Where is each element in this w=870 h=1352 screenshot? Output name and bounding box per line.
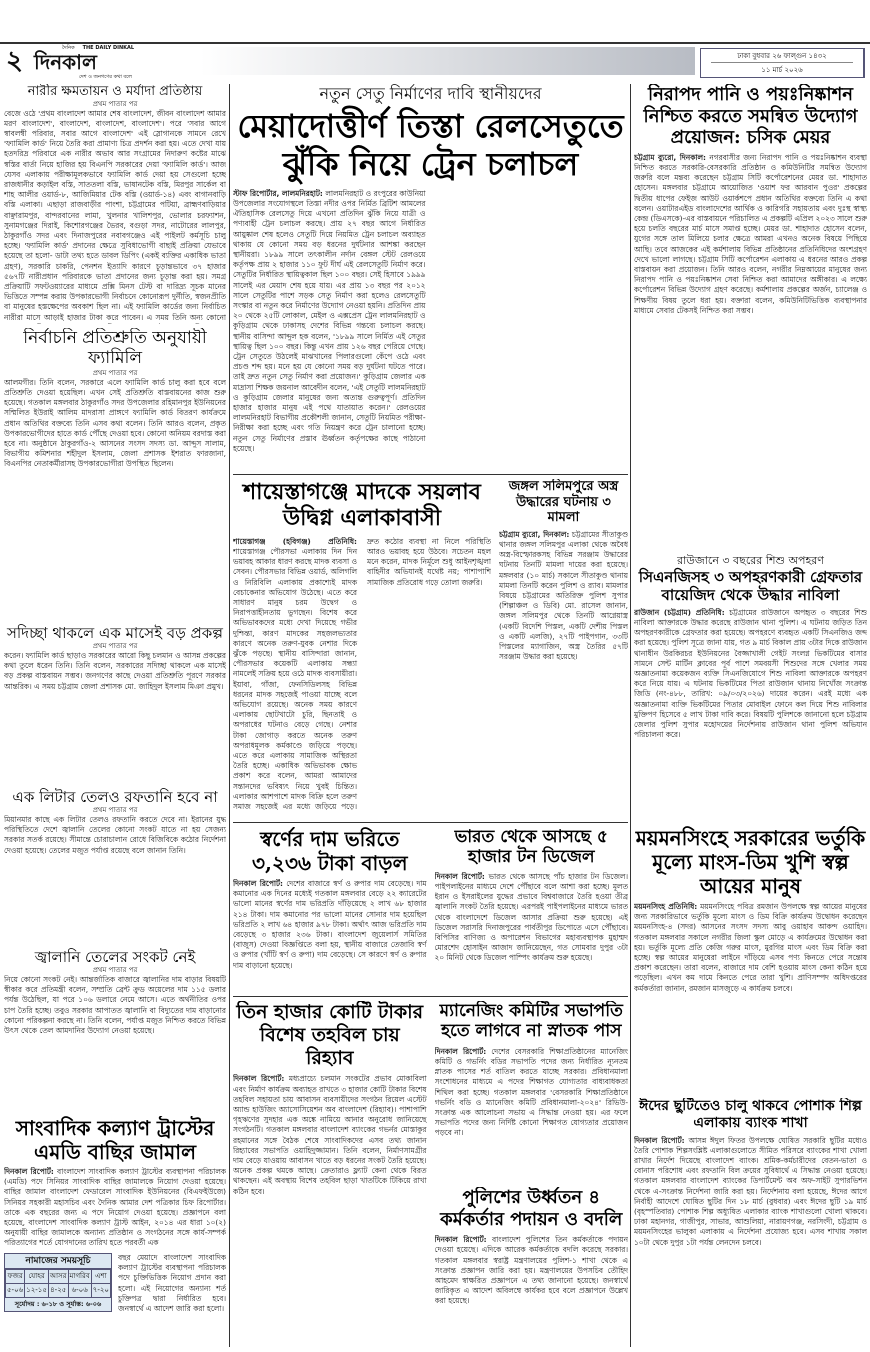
article-big-project[interactable]	[4, 624, 226, 788]
article-body: লালমনিরহাট ও রংপুরের কাউনিয়া উপজেলার সংযোগস্থলে তিস্তা নদীর ওপর নির্মিত ব্রিটিশ আমলের ঐতিহাসিক রেলসেতু দিয়ে এখনো প্রতিদিন ঝুঁকি নিয়ে যাত্রী ও পণ্যবাহী ট্রেন চলাচল করছে। প্রায় ২৭ বছর আগে নির্ধারিত আয়ুষ্কাল শেষ হলেও সেতুটি দিয়ে নিয়মিত ট্রেন চলাচল অব্যাহত থাকায় যে কোনো সময় বড় ধরনের দুর্ঘটনার আশঙ্কা করছেন স্থানীয়রা। ১৮৯৯ সালে তৎকালীন নর্দান বেঙ্গল স্টেট রেলওয়ে কর্তৃপক্ষ প্রায় ২ হাজার ১১০ ফুট দীর্ঘ এই রেলসেতুটি নির্মাণ করে। সেতুটির নির্ধারিত স্থায়িত্বকাল ছিল ১০০ বছর। সেই হিসাবে ১৯৯৯ সালেই এর মেয়াদ শেষ হয়ে যায়। এর প্রায় ১৩ বছর পর ২০১২ সালে সেতুটির পাশে সড়ক সেতু নির্মাণ করা হলেও রেলসেতুটি সংস্কার বা নতুন করে নির্মাণের উদ্যোগ নেওয়া হয়নি। প্রতিদিন প্রায় ২০ থেকে ২৫টি লোকাল, মেইল ও এক্সপ্রেস ট্রেন লালমনিরহাট ও কুড়িগ্রাম থেকে ঢাকাসহ দেশের বিভিন্ন গন্তব্যে চলাচল করছে। স্থানীয় বাসিন্দা আব্দুল হক বলেন, '১৮৯৯ সালে নির্মিত এই সেতুর স্থায়িত্ব ছিল ১০০ বছর। কিন্তু এখন প্রায় ১২৬ বছর পেরিয়ে গেছে। ট্রেন সেতুতে উঠলেই মাঝখানের পিলারগুলো কেঁপে ওঠে এবং প্রচণ্ড শব্দ হয়। মনে হয় যে কোনো সময় বড় দুর্ঘটনা ঘটতে পারে। তাই দ্রুত নতুন সেতু নির্মাণ করা প্রয়োজন।' কুড়িগ্রাম জেলার এক মাদ্রাসা শিক্ষক জয়নাল আবেদীন বলেন, 'এই সেতুটি লালমনিরহাট ও কুড়িগ্রাম জেলার মানুষের জন্য অত্যন্ত গুরুত্বপূর্ণ। প্রতিদিন হাজার হাজার মানুষ এই পথে যাতায়াত করেন।' রেলওয়ের লালমনিরহাট বিভাগীয় প্রকৌশলী জানান, সেতুটি নিয়মিত পরীক্ষা-নিরীক্ষা করা হচ্ছে এবং গতি নিয়ন্ত্রণ করে ট্রেন চালানো হচ্ছে। নতুন সেতু নির্মাণের প্রস্তাব ঊর্ধ্বতন কর্তৃপক্ষের কাছে পাঠানো হয়েছে।	[233, 188, 426, 453]
prayer-table	[5, 1269, 111, 1298]
headline: সিএনজিসহ ৩ অপহরণকারী গ্রেফতার বায়েজিদ থেকে উদ্ধার নাবিলা	[638, 567, 863, 604]
page-number: ২	[6, 46, 23, 76]
article-teesta-bridge[interactable]	[233, 84, 628, 474]
article-eid-bank[interactable]	[634, 1098, 867, 1346]
headline: জঙ্গল সলিমপুরে অস্ত্র উদ্ধারের ঘটনায় ৩ মামলা	[508, 479, 619, 526]
article-arms-recovery[interactable]	[499, 479, 628, 822]
article-subsidized-meat[interactable]	[634, 826, 867, 1098]
prayer-time: ৭-২০	[91, 1284, 110, 1298]
article-drugs-shaistaganj[interactable]	[233, 479, 491, 822]
byline: রাউজান (চট্টগ্রাম) প্রতিনিধি:	[634, 607, 725, 617]
article-body: বাংলাদেশ সাংবাদিক কল্যাণ ট্রাস্টের ব্যবস্থাপনা পরিচালক (এমডি) পদে সিনিয়র সাংবাদিক বাছির জামালকে নিয়োগ দেওয়া হয়েছে। বাছির জামাল বাংলাদেশ ফেডারেল সাংবাদিক ইউনিয়নের (বিএফইউজে) সিনিয়র সহকারী মহাসচিব এবং দৈনিক আমার দেশ পত্রিকার চিফ রিপোর্টার। তাকে এক বছরের জন্য এ পদে নিয়োগ দেওয়া হয়েছে। প্রজ্ঞাপনে বলা হয়েছে, বাংলাদেশ সাংবাদিক কল্যাণ ট্রাস্ট আইন, ২০১৪ এর ধারা ১০(২) অনুযায়ী বাছির জামালকে অন্যান্য প্রতিষ্ঠান ও সংগঠনের সঙ্গে কার্য-সম্পর্ক পরিত্যাগের শর্তে যোগদানের তারিখ হতে পরবর্তী এক	[4, 1167, 226, 1248]
headline: নির্বাচনি প্রতিশ্রুতি অনুযায়ী ফ্যামিলি	[23, 328, 207, 369]
center-column	[233, 84, 628, 1346]
logo-en: THE DAILY DINKAL	[82, 45, 135, 51]
prayer-header: মাগরিব	[68, 1270, 91, 1284]
headline: নিরাপদ পানি ও পয়ঃনিষ্কাশন নিশ্চিত করতে সমন্বিত উদ্যোগ প্রয়োজন: চসিক মেয়র	[643, 84, 858, 149]
header-band	[200, 47, 695, 75]
logo-text: দিনকাল	[34, 50, 97, 74]
byline: দিনকাল রিপোর্ট:	[434, 1235, 487, 1245]
article-family-card[interactable]	[4, 328, 226, 624]
article-body: দেশের বেসরকারি শিক্ষাপ্রতিষ্ঠানের ম্যানেজিং কমিটি ও গভর্নিং বডির সভাপতি পদের জন্য নির্ধারিত ন্যূনতম স্নাতক পাসের শর্ত বাতিল করতে যাচ্ছে সরকার। প্রবিধানমালা সংশোধনের মাধ্যমে এ পদের শিক্ষাগত যোগ্যতার বাধ্যবাধকতা শিথিল করা হচ্ছে। গতকাল মঙ্গলবার 'বেসরকারি শিক্ষাপ্রতিষ্ঠানে গভর্নিং বডি ও ম্যানেজিং কমিটি প্রবিধানমালা-২০২৪' রিভিউ-সংক্রান্ত এক আলোচনা সভায় এ সিদ্ধান্ত নেওয়া হয়। এর ফলে সভাপতি পদের জন্য নির্দিষ্ট কোনো শিক্ষাগত যোগ্যতার প্রয়োজন পড়বে না।	[434, 1046, 628, 1138]
article-body: মধ্যপ্রাচ্যে চলমান সংকটের প্রভাব মোকাবিলা এবং নির্মাণ কার্যক্রম অব্যাহত রাখতে ৩ হাজার কোটি টাকার বিশেষ তহবিল সহায়তা চায় আবাসন ব্যবসায়ীদের সংগঠন রিয়েল এস্টেট অ্যান্ড হাউজিং অ্যাসোসিয়েশন অব বাংলাদেশ (রিহ্যাব)। পাশাপাশি গৃহঋণের সুদহার এক অঙ্কে নামিয়ে আনার অনুরোধ জানিয়েছে সংগঠনটি। গতকাল মঙ্গলবার বাংলাদেশ ব্যাংকের গভর্নর মোস্তাকুর রহমানের সঙ্গে বৈঠক শেষে সাংবাদিকদের এসব তথ্য জানান রিহ্যাবের সভাপতি ওয়াহিদুজ্জামান। তিনি বলেন, নির্মাণসামগ্রীর দাম বেড়ে যাওয়ায় আবাসন খাতে বড় ধরনের সংকট তৈরি হয়েছে। অনেক প্রকল্প থমকে আছে। ক্রেতারাও ফ্ল্যাট কেনা থেকে বিরত থাকছেন। এই অবস্থায় বিশেষ তহবিল ছাড়া খাতটিকে টিকিয়ে রাখা কঠিন হবে।	[233, 1074, 427, 1196]
byline: দিনকাল রিপোর্ট:	[434, 871, 485, 881]
prayer-header: যোহর	[25, 1270, 49, 1284]
prayer-time: ৪-২৫	[48, 1284, 68, 1298]
prayer-time: ১২-১৫	[25, 1284, 49, 1298]
kicker: নতুন সেতু নির্মাণের দাবি স্থানীয়দের	[319, 84, 542, 103]
section-row	[233, 996, 628, 1346]
article-body-continued: বছর মেয়াদে বাংলাদেশ সাংবাদিক কল্যাণ ট্রাস্টের ব্যবস্থাপনা পরিচালক পদে চুক্তিভিত্তিক নিয়োগ প্রদান করা হলো। এই নিয়োগের অন্যান্য শর্ত চুক্তিপত্র দ্বারা নির্ধারিত হবে। জনস্বার্থে এ আদেশ জারি করা হলো।	[117, 1253, 226, 1314]
article-body: বেজে ওঠে 'প্রথম বাংলাদেশ আমার শেষ বাংলাদেশ, জীবন বাংলাদেশ আমার মরণ বাংলাদেশ', বাংলাদেশ, বাংলাদেশ, বাংলাদেশ'। পরে 'সবার আগে স্বাবলম্বী পরিবার, সবার আগে বাংলাদেশ' এই স্লোগানকে সামনে রেখে 'ফ্যামিলি কার্ড' নিয়ে তৈরি করা প্রামাণ্য চিত্র প্রদর্শন করা হয়। এতে দেখা যায় হতদরিদ্র পরিবারে এক নারীর অভাব আর সংগ্রামের নিদারুণ কষ্টের মাঝে স্বস্তির বার্তা নিয়ে হাজির হয় বিএনপি সরকারের দেয়া 'ফ্যামিলি কার্ড'। আজ যেসব এলাকায় পরীক্ষামূলকভাবে ফ্যামিলি কার্ড দেয়া হয় সেগুলো হচ্ছে রাজধানীর কড়াইল বস্তি, সাততলা বস্তি, ভাষানটেক বস্তি, মিরপুর সার্কেল বা শাহ আলীর ওয়ার্ড-৮, আজিমিয়ার টেক বস্তি (ওয়ার্ড-১৪) এবং বাগানবাড়ি বস্তি এলাকা। এছাড়া রাজবাড়ীর পাংশা, চট্টগ্রামের পটিয়া, ব্রাহ্মণবাড়িয়ার বাঞ্ছারামপুর, বান্দরবানের লামা, খুলনার খালিশপুর, ভোলার চরফ্যাশন, সুনামগঞ্জের দিরাই, কিশোরগঞ্জের ভৈরব, বগুড়া সদর, নাটোরের লালপুর, ঠাকুরগাঁও সদর এবং দিনাজপুরের নবাবগঞ্জেও এই পাইলট কর্মসূচি চালু হচ্ছে। 'ফ্যামিলি কার্ড' প্রদানের ক্ষেত্রে সুবিধাভোগী বাছাই প্রক্রিয়া যেভাবে হয়েছে তা হলো- ডাটা তথ্য হতে ডাবল ডিপিং (একই ব্যক্তির একাধিক ভাতা গ্রহণ), সরকারি চাকরি, পেনশন ইত্যাদি কারণে চূড়ান্তভাবে ৩৭ হাজার ৫৬৭টি নারীপ্রধান পরিবারকে ভাতা প্রদানের জন্য চূড়ান্ত করা হয়। সমগ্র প্রক্রিয়াটি সফটওয়্যারের মাধ্যমে প্রক্সি মিনস টেস্ট বা দারিদ্র্য সূচক মানের ভিত্তিতে সম্পন্ন করায় উপকারভোগী নির্বাচনে কোনোরূপ দুর্নীতি, স্বজনপ্রীতি বা মানুষের হস্তক্ষেপের অবকাশ ছিল না। এই ফ্যামিলি কার্ডের জন্য নির্বাচিত নারীরা মাসে আড়াই হাজার টাকা করে পাবেন। এ সময় তিনি অন্য কোনো	[4, 108, 226, 322]
continuation-label: প্রথম পাতার পর	[92, 966, 138, 974]
article-diesel-india[interactable]	[435, 827, 629, 996]
column-divider	[229, 84, 230, 1347]
byline: শায়েস্তাগঞ্জ (হবিগঞ্জ) প্রতিনিধি:	[233, 536, 357, 546]
article-body: ময়মনসিংহে পবিত্র রমজান উপলক্ষে স্বল্প আয়ের মানুষের জন্য সরকারিভাবে ভর্তুকি মূল্যে মাংস ও ডিম বিক্রি কার্যক্রম উদ্বোধন করেছেন ময়মনসিংহ-৪ (সদর) আসনের সংসদ সদস্য আবু ওয়াহাব আকন্দ ওয়াহিদ। গতকাল মঙ্গলবার সকালে নগরীর জিলা স্কুল মোড়ে এ কার্যক্রমের উদ্বোধন করা হয়। ভর্তুকি মূল্যে প্রতি কেজি গরুর মাংস, মুরগির মাংস এবং ডিম বিক্রি করা হচ্ছে। স্বল্প আয়ের মানুষেরা লাইনে দাঁড়িয়ে এসব পণ্য কিনতে পেরে সন্তোষ প্রকাশ করেছেন। তারা বলেন, বাজারে দাম বেশি হওয়ায় মাংস কেনা কঠিন হয়ে পড়েছিল। এখন কম দামে কিনতে পেরে তারা খুশি। প্রাণিসম্পদ অধিদপ্তরের কর্মকর্তারা জানান, রমজান মাসজুড়ে এ কার্যক্রম চলবে।	[634, 902, 867, 993]
article-gold-price[interactable]	[233, 827, 427, 996]
header-top-rule	[0, 42, 870, 44]
article-body: আলমগীর। তিনি বলেন, সরকারে এলে ফ্যামিলি কার্ড চালু করা হবে বলে প্রতিশ্রুতি দেওয়া হয়েছিল। এখন সেই প্রতিশ্রুতি বাস্তবায়নের কাজ শুরু হয়েছে। গতকাল মঙ্গলবার ঠাকুরগাঁও সদর উপজেলার রহিমানপুর ইউনিয়নের সম্মিলিত ইউরাই আলিম মাদরাসা প্রাঙ্গণে ফ্যামিলি কার্ড বিতরণ কার্যক্রমে প্রধান অতিথির বক্তব্যে তিনি এসব কথা বলেন। তিনি আরও বলেন, প্রকৃত উপকারভোগীদের হাতে কার্ড পৌঁছে দেওয়া হবে। কোনো অনিয়ম বরদাস্ত করা হবে না। অনুষ্ঠানে ঠাকুরগাঁও-২ আসনের সংসদ সদস্য ডা. আব্দুস সালাম, বিভাগীয় কমিশনার শহীদুল ইসলাম, জেলা প্রশাসক ইশরাত ফারজানা, বিএনপির নেতাকর্মীরাসহ উপকারভোগীরা উপস্থিত ছিলেন।	[4, 377, 226, 469]
prayer-times-box	[4, 1253, 112, 1312]
headline: জ্বালানি তেলের সংকট নেই	[34, 948, 196, 966]
article-police-transfer[interactable]	[435, 1187, 629, 1346]
article-body: দেশের বাজারে স্বর্ণ ও রুপার দাম বেড়েছে। দাম কমানোর এক দিনের মধ্যেই গতকাল মঙ্গলবার বেড়ে ২২ ক্যারেটের ভালো মানের স্বর্ণের দাম ভরিপ্রতি দাঁড়িয়েছে ২ লাখ ৬৮ হাজার ২১৪ টাকা। দাম কমানোর পর ভালো মানের সোনার দাম হয়েছিল ভরিপ্রতি ২ লাখ ৬৪ হাজার ৯৭৮ টাকা। অর্থাৎ আজ ভরিপ্রতি দাম বেড়েছে ৩ হাজার ২৩৬ টাকা। বাংলাদেশ জুয়েলার্স সমিতির (বাজুস) দেওয়া বিজ্ঞপ্তিতে বলা হয়, স্থানীয় বাজারে তেজাবি স্বর্ণ ও রুপার (খাঁটি স্বর্ণ ও রুপা) দাম বেড়েছে। সে কারণে স্বর্ণ ও রুপার দাম বাড়ানো হয়েছে।	[233, 879, 427, 970]
kicker: রাউজানে ৩ বছরের শিশু অপহরণ	[677, 554, 824, 567]
prayer-header: এশা	[91, 1270, 110, 1284]
article-body: নগরবাসীর জন্য নিরাপদ পানি ও পয়ঃনিষ্কাশন ব্যবস্থা নিশ্চিত করতে সরকারি-বেসরকারি প্রতিষ্ঠান ও কমিউনিটির সমন্বিত উদ্যোগ জরুরি বলে মন্তব্য করেছেন চট্টগ্রাম সিটি কর্পোরেশনের মেয়র ডা. শাহাদাত হোসেন। মঙ্গলবার চট্টগ্রামে আয়োজিত 'ওয়াশ ফর আরবান পুওর' প্রকল্পের দ্বিতীয় ধাপের ফেইজ আউট ওয়ার্কশপে প্রধান অতিথির বক্তব্যে তিনি এ কথা বলেন। ওয়াটারএইড বাংলাদেশের আর্থিক ও কারিগরি সহায়তায় এবং দুঃস্থ স্বাস্থ্য কেন্দ্র (ডিএসকে)-এর বাস্তবায়নে পরিচালিত এ প্রকল্পটি এপ্রিল ২০২৩ সালে শুরু হয়ে চলতি বছরের মার্চ মাসে সমাপ্ত হচ্ছে। মেয়র ডা. শাহাদাত হোসেন বলেন, যুগের সঙ্গে তাল মিলিয়ে চলার ক্ষেত্রে আমরা এখনও অনেক বিষয়ে পিছিয়ে আছি। তবে আজকের এই কর্মশালায় বিভিন্ন প্রতিষ্ঠানের প্রতিনিধিদের অংশগ্রহণ দেখে ভালো লাগছে। চট্টগ্রাম সিটি কর্পোরেশন এলাকায় এ ধরনের আরও প্রকল্প বাস্তবায়ন করা প্রয়োজন। তিনি আরও বলেন, নগরীর নিম্নআয়ের মানুষের জন্য নিরাপদ পানি ও পয়ঃনিষ্কাশন সেবা নিশ্চিত করা আমাদের অঙ্গীকার। এ লক্ষ্যে কর্পোরেশন বিভিন্ন উদ্যোগ গ্রহণ করেছে। কর্মশালায় প্রকল্পের অর্জন, চ্যালেঞ্জ ও শিক্ষণীয় বিষয় তুলে ধরা হয়। বক্তারা বলেন, কমিউনিটিভিত্তিক ব্যবস্থাপনার মাধ্যমে সেবার টেকসই নিশ্চিত করা সম্ভব।	[634, 152, 867, 315]
headline: স্বর্ণের দাম ভরিতে ৩,২৩৬ টাকা বাড়ল	[251, 827, 408, 875]
headline: ঈদের ছুটিতেও চালু থাকবে পোশাক শিল্প এলাকায় ব্যাংক শাখা	[639, 1098, 862, 1131]
left-column	[4, 84, 226, 1346]
logo-small: দৈনিক	[62, 45, 75, 51]
article-body: ভারত থেকে আসছে পাঁচ হাজার টন ডিজেল। পাইপলাইনের মাধ্যমে দেশে পৌঁছাবে বলে আশা করা হচ্ছে। মূলত ইরান ও ইসরাইলের যুদ্ধের প্রভাবে বিশ্ববাজারে তৈরি হওয়া তীব্র জ্বালানি সংকট তৈরি হয়েছে। এরপরই পাইপলাইনের মাধ্যমে ভারত থেকে বাংলাদেশে ডিজেল আসার প্রক্রিয়া শুরু হয়েছে। এই ডিজেল সরাসরি দিনাজপুরের পার্বতীপুর ডিপোতে এসে পৌঁছাবে। বিপিসির বাণিজ্য ও অপারেশন বিভাগের মহাব্যবস্থাপক মুহাম্মদ মোরশেদ হোসাইন আজাদ জানিয়েছেন, গত সোমবার দুপুর ৩টা ২০ মিনিট থেকে ডিজেল পাম্পিং কার্যক্রম শুরু হয়েছে।	[434, 871, 628, 963]
section-row	[233, 474, 628, 822]
masthead-logo	[34, 45, 194, 80]
byline: চট্টগ্রাম ব্যুরো, দিনকাল:	[634, 152, 706, 162]
article-child-abduction[interactable]	[634, 554, 867, 826]
byline: চট্টগ্রাম ব্যুরো, দিনকাল:	[499, 529, 570, 539]
article-body: শায়েস্তাগঞ্জ পৌরসভা এলাকায় দিন দিন ভয়াবহ আকার ধারণ করছে মাদক ব্যবসা ও সেবন। পৌরসভার বিভিন্ন ওয়ার্ড, অলিগলি ও নিরিবিলি এলাকায় প্রকাশ্যেই মাদক বেচাকেনার অভিযোগ উঠেছে। এতে করে সাধারণ মানুষ চরম উদ্বেগ ও নিরাপত্তাহীনতায় ভুগছেন। বিশেষ করে অভিভাবকদের মধ্যে দেখা দিয়েছে গভীর দুশ্চিন্তা, কারণ মাদকের সহজলভ্যতার কারণে অনেক তরুণ-যুবক নেশার দিকে ঝুঁকে পড়ছে। স্থানীয় বাসিন্দারা জানান, পৌরসভার কয়েকটি এলাকায় সন্ধ্যা নামলেই সক্রিয় হয়ে ওঠে মাদক ব্যবসায়ীরা। ইয়াবা, গাঁজা, ফেনসিডিলসহ বিভিন্ন ধরনের মাদক সহজেই পাওয়া যাচ্ছে বলে অভিযোগ রয়েছে। অনেক সময় কারণে এলাকায় ছোটখাটো চুরি, ছিনতাই ও অপরাধের ঘটনাও বেড়ে গেছে। নেশার টাকা জোগাড় করতে অনেক তরুণ অপরাধমূলক কর্মকাণ্ডে জড়িয়ে পড়ছে। এতে করে এলাকায় সামাজিক অস্থিরতা তৈরি হচ্ছে। একাধিক অভিভাবক ক্ষোভ প্রকাশ করে বলেন, আমরা আমাদের সন্তানদের ভবিষ্যৎ নিয়ে খুবই চিন্তিত। এলাকার আশপাশে মাদক বিক্রি হলে তরুণ সমাজ সহজেই এর মধ্যে জড়িয়ে পড়ে। দ্রুত কঠোর ব্যবস্থা না নিলে পরিস্থিতি আরও ভয়াবহ হয়ে উঠবে। সচেতন মহল মনে করেন, মাদক নির্মূলে শুধু আইনশৃঙ্খলা বাহিনীর অভিযানই যথেষ্ট নয়; পাশাপাশি সামাজিক প্রতিরোধ গড়ে তোলা জরুরি।	[233, 536, 491, 812]
continuation-label: প্রথম পাতার পর	[92, 806, 138, 814]
sunrise-sunset: সূর্যোদয় : ৬-১৮ ও সূর্যাস্ত: ৬-০৬	[14, 1300, 102, 1308]
article-journalist-trust[interactable]	[4, 1116, 226, 1346]
continuation-label: প্রথম পাতার পর	[92, 99, 138, 108]
headline: মেয়াদোত্তীর্ণ তিস্তা রেলসেতুতে ঝুঁকি নিয়ে ট্রেন চলাচল	[237, 107, 624, 184]
byline: দিনকাল রিপোর্ট:	[4, 1167, 54, 1176]
prayer-header: ফজর	[6, 1270, 25, 1284]
continuation-label: প্রথম পাতার পর	[92, 642, 138, 650]
article-body: আসন্ন ঈদুল ফিতর উপলক্ষে ঘোষিত সরকারি ছুটির মধ্যেও তৈরি পোশাক শিল্পসংশ্লিষ্ট এলাকাগুলোতে সীমিত পরিসরে ব্যাংকের শাখা খোলা রাখার নির্দেশ দিয়েছে বাংলাদেশ ব্যাংক। শ্রমিক-কর্মচারীদের বেতন-ভাতা ও বোনাস পরিশোধ এবং রফতানি বিল ক্রয়ের সুবিধার্থে এ সিদ্ধান্ত নেওয়া হয়েছে। গতকাল মঙ্গলবার বাংলাদেশ ব্যাংকের ডিপার্টমেন্ট অব অফ-সাইট সুপারভিশন থেকে এ-সংক্রান্ত নির্দেশনা জারি করা হয়। নির্দেশনায় বলা হয়েছে, ঈদের আগে নির্বাহী আদেশে ঘোষিত ছুটির দিন ১৮ মার্চ (বুধবার) এবং ঈদের ছুটি ১৯ মার্চ (বৃহস্পতিবার) পোশাক শিল্প অধ্যুষিত এলাকার ব্যাংক শাখাগুলো খোলা থাকবে। ঢাকা মহানগর, গাজীপুর, সাভার, আশুলিয়া, নারায়ণগঞ্জ, নরসিংদী, চট্টগ্রাম ও ময়মনসিংহের ভালুকা এলাকায় এ নির্দেশনা প্রযোজ্য হবে। এসব শাখায় সকাল ১০টা থেকে দুপুর ১টা পর্যন্ত লেনদেন চলবে।	[634, 1135, 867, 1247]
prayer-header: আসর	[48, 1270, 68, 1284]
article-fuel-crisis[interactable]	[4, 948, 226, 1116]
headline: এক লিটার তেলও রফতানি হবে না	[12, 788, 218, 806]
date-box	[700, 48, 865, 78]
byline: ময়মনসিংহ প্রতিনিধি:	[634, 902, 698, 911]
continuation-label: প্রথম পাতার পর	[92, 368, 138, 377]
date-bangla: ঢাকা বুধবার ২৬ ফাল্গুন ১৪৩২	[711, 50, 853, 63]
article-body: বাংলাদেশ পুলিশের তিন কর্মকর্তাকে পদায়ন দেওয়া হয়েছে। এদিকে আরেক কর্মকর্তাকে বদলি করেছে সরকার। গতকাল মঙ্গলবার স্বরাষ্ট্র মন্ত্রণালয়ের পুলিশ-১ শাখা থেকে এ সংক্রান্ত প্রজ্ঞাপন জারি করা হয়। মন্ত্রণালয়ের উপসচিব তৌহিদ আহমেদ স্বাক্ষরিত প্রজ্ঞাপনে এ তথ্য জানানো হয়েছে। জনস্বার্থে জারিকৃত এ আদেশ অবিলম্বে কার্যকর হবে বলে প্রজ্ঞাপনে উল্লেখ করা হয়েছে।	[434, 1235, 628, 1306]
prayer-title: নামাজের সময়সূচি	[5, 1254, 111, 1269]
byline: স্টাফ রিপোর্টার, লালমনিরহাট:	[233, 188, 323, 198]
date-english: ১১ মার্চ ২০২৬	[761, 66, 803, 74]
headline: পুলিশের উর্ধ্বতন ৪ কর্মকর্তার পদায়ন ও বদলি	[440, 1187, 623, 1230]
article-body: চট্টগ্রামের সীতাকুণ্ড থানার জঙ্গল সলিমপুর এলাকা থেকে অবৈধ অস্ত্র-বিস্ফোরকসহ বিভিন্ন সরঞ্জাম উদ্ধারের ঘটনায় তিনটি মামলা দায়ের করা হয়েছে। মঙ্গলবার (১০ মার্চ) সকালে সীতাকুণ্ড থানায় মামলা তিনটি করেন পুলিশ ও র‍্যাব। মামলার বিষয়ে চট্টগ্রামের অতিরিক্ত পুলিশ সুপার (শিল্পাঞ্চল ও ডিবি) মো. রাসেল জানান, জঙ্গল সলিমপুর থেকে তিনটি আগ্নেয়াস্ত্র (একটি বিদেশি পিস্তল, একটি দেশীয় পিস্তল ও একটি এলজি), ২৭টি পাইপগান, ৩৩টি পিস্তলের ম্যাগাজিন, অস্ত্র তৈরির ৫৭টি সরঞ্জাম উদ্ধার করা হয়েছে।	[499, 529, 628, 662]
prayer-time: ৫-০৬	[6, 1284, 25, 1298]
headline: ম্যানেজিং কমিটির সভাপতি হতে লাগবে না স্নাতক পাস	[439, 1001, 623, 1042]
article-women-empowerment[interactable]	[4, 84, 226, 328]
headline: নারীর ক্ষমতায়ন ও মর্যাদা প্রতিষ্ঠায়	[27, 84, 203, 99]
byline: দিনকাল রিপোর্ট:	[233, 879, 284, 888]
article-rehab-fund[interactable]	[233, 1001, 427, 1346]
article-body: নিয়ে কোনো সংকট নেই। আন্তর্জাতিক বাজারে জ্বালানির দাম বাড়ার বিষয়টি স্বীকার করে প্রতিমন্ত্রী বলেন, সম্প্রতি ব্রেন্ট ক্রুড অয়েলের দাম ১১৫ ডলার পর্যন্ত উঠেছিল, যা পরে ১০৬ ডলারে নেমে আসে। এতে অর্থনীতির ওপর চাপ তৈরি হচ্ছে। তবুও সরকার আপাতত জ্বালানি বা বিদ্যুতের দাম বাড়ানোর কোনো পরিকল্পনা করছে না। তিনি বলেন, পর্যাপ্ত মজুত নিশ্চিত করতে বিভিন্ন উৎস থেকে তেল আমদানির উদ্যোগ নেওয়া হয়েছে।	[4, 975, 226, 1036]
column-divider	[630, 84, 631, 1347]
article-oil-export[interactable]	[4, 788, 226, 948]
section-row	[233, 822, 628, 996]
article-body: মিয়ানমার কাছে এক লিটার তেলও রফতানি করতে দেবে না। ইরানের যুদ্ধ পরিস্থিতিতে দেশে জ্বালানি তেলের কোনো সংকট যাতে না হয় সেজন্য সরকার সতর্ক রয়েছে। সীমান্তে চোরাচালান রোধে বিজিবিকে কঠোর নির্দেশনা দেওয়া হয়েছে। তেলের মজুত পর্যাপ্ত রয়েছে বলে জানান তিনি।	[4, 815, 226, 855]
headline: ময়মনসিংহে সরকারের ভর্তুকি মূল্যে মাংস-ডিম খুশি স্বল্প আয়ের মানুষ	[635, 826, 866, 898]
byline: দিনকাল রিপোর্ট:	[233, 1074, 285, 1084]
headline: সাংবাদিক কল্যাণ ট্রাস্টের এমডি বাছির জামাল	[15, 1116, 215, 1164]
byline: দিনকাল রিপোর্ট:	[634, 1135, 685, 1145]
headline: শায়েস্তাগঞ্জে মাদকে সয়লাব উদ্বিগ্ন এলাকাবাসী	[243, 479, 481, 532]
right-column	[634, 84, 867, 1346]
headline: সদিচ্ছা থাকলে এক মাসেই বড় প্রকল্প	[6, 624, 223, 642]
byline: দিনকাল রিপোর্ট:	[434, 1046, 487, 1056]
headline: ভারত থেকে আসছে ৫ হাজার টন ডিজেল	[454, 827, 608, 868]
article-safe-water[interactable]	[634, 84, 867, 554]
prayer-time: ৬-০৬	[68, 1284, 91, 1298]
article-body: করেন। ফ্যামিলি কার্ড ছাড়াও সরকারের আরো কিছু চলমান ও আসন্ন প্রকল্পের কথা তুলে ধরেন তিনি। তিনি বলেন, সরকারের সদিচ্ছা থাকলে এক মাসেই বড় প্রকল্প বাস্তবায়ন সম্ভব। জনগণের কাছে দেওয়া প্রতিশ্রুতি পূরণে সরকার আন্তরিক। এ সময় চট্টগ্রাম জেলা প্রশাসক মো. জাহিদুল ইসলাম মিঞা প্রমুখ।	[4, 651, 226, 691]
article-managing-committee[interactable]	[435, 1001, 629, 1187]
logo-tagline: দেশ ও জনগণের কথা বলে	[79, 74, 132, 80]
headline: তিন হাজার কোটি টাকার বিশেষ তহবিল চায় রিহ্যাব	[236, 1001, 424, 1069]
right-subcolumn	[435, 1001, 629, 1346]
article-body: চট্টগ্রামের রাউজানে অপহৃত ৩ বছরের শিশু নাবিলা আক্তারকে উদ্ধার করেছে রাউজান থানা পুলিশ। এ ঘটনায় জড়িত তিন অপহরণকারীকে গ্রেফতার করা হয়েছে। অপহরণে ব্যবহৃত একটি সিএনজিও জব্দ করা হয়েছে। পুলিশ সূত্রে জানা যায়, গত ৯ মার্চ বিকাল প্রায় ৩টার দিকে রাউজান থানাধীন উরকিরচর ইউনিয়নের বৈজ্জাখালী গেইট সংলগ্ন ভিকটিমের বাসার সামনে সেন্ট মার্টিন ক্লাবের পূর্ব পাশে সমবয়সী শিশুদের সঙ্গে খেলার সময় অজ্ঞাতনামা কয়েকজন ব্যক্তি সিএনজিযোগে শিশু নাবিলা আক্তারকে অপহরণ করে নিয়ে যায়। এ ঘটনায় ভিকটিমের পিতা রাউজান থানায় নিখোঁজ সংক্রান্ত জিডি (নং-৪৮৮, তারিখ: ০৯/০৩/২০২৬) দায়ের করেন। এরই মধ্যে এক অজ্ঞাতনামা ব্যক্তি ভিকটিমের পিতার মোবাইল ফোনে কল দিয়ে শিশু নাবিলার মুক্তিপণ হিসেবে ৫ লাখ টাকা দাবি করে। বিষয়টি পুলিশকে জানানো হলে চট্টগ্রাম জেলার পুলিশ সুপার মহোদয়ের নির্দেশনায় রাউজান থানা পুলিশ অভিযান পরিচালনা করে।	[634, 607, 867, 740]
